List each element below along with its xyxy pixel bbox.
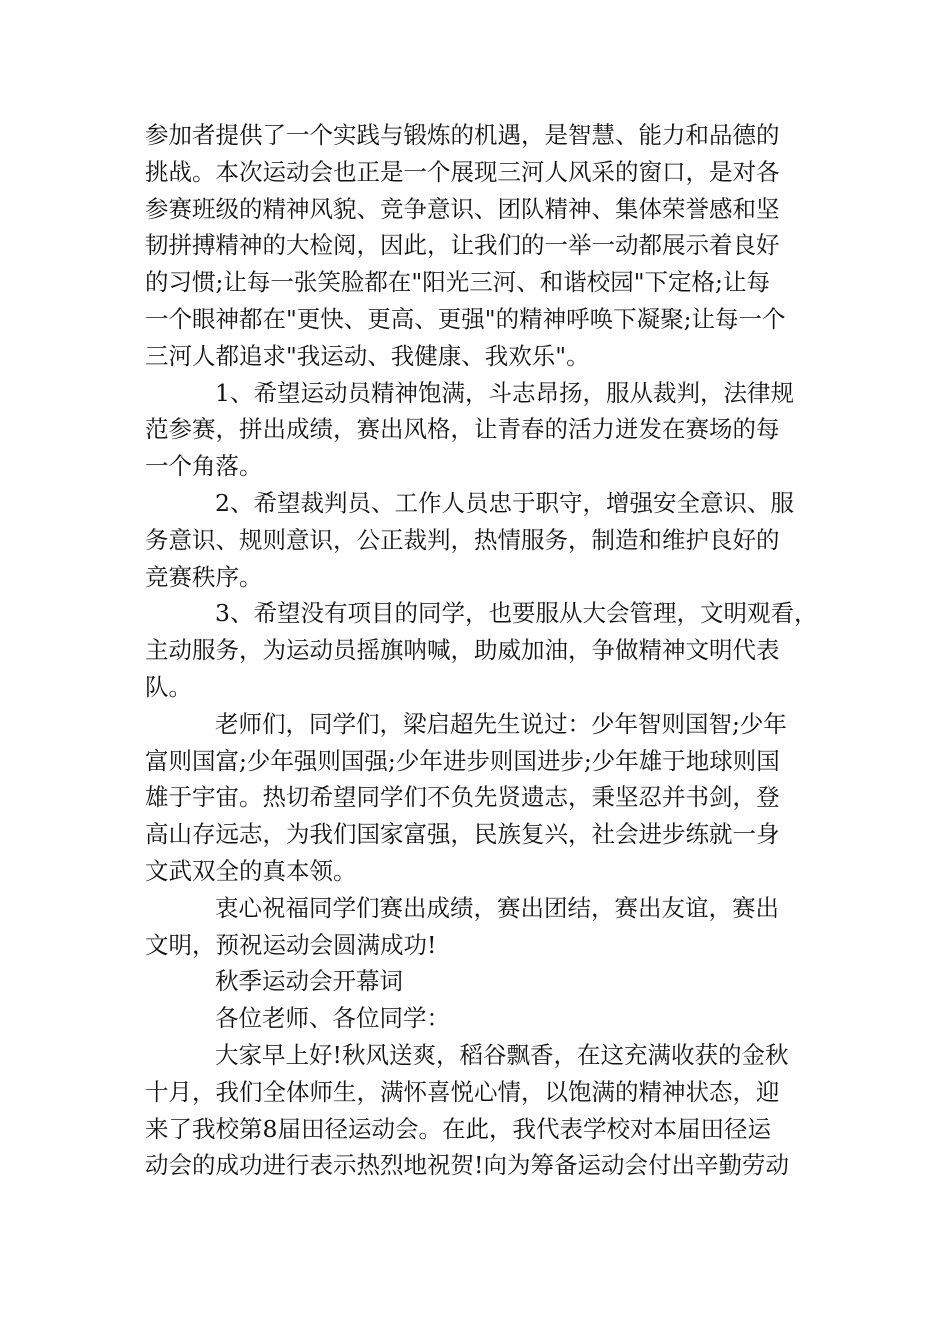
text-line: 文武双全的真本领。 <box>145 856 357 885</box>
text-line: 一个角落。 <box>145 452 263 481</box>
text-line: 三河人都追求"我运动、我健康、我欢乐"。 <box>145 341 590 370</box>
text-line: 大家早上好!秋风送爽，稻谷飘香，在这充满收获的金秋 <box>215 1040 789 1069</box>
text-line: 十月，我们全体师生，满怀喜悦心情，以饱满的精神状态，迎 <box>145 1077 780 1106</box>
text-line: 文明，预祝运动会圆满成功! <box>145 930 437 959</box>
text-line: 1、希望运动员精神饱满，斗志昂扬，服从裁判，法律规 <box>215 378 794 407</box>
text-line: 主动服务，为运动员摇旗呐喊，助威加油，争做精神文明代表 <box>145 636 780 665</box>
text-line: 参赛班级的精神风貌、竞争意识、团队精神、集体荣誉感和坚 <box>145 194 780 223</box>
text-line: 韧拼搏精神的大检阅，因此，让我们的一举一动都展示着良好 <box>145 231 780 260</box>
text-line: 秋季运动会开幕词 <box>215 967 403 996</box>
text-line: 动会的成功进行表示热烈地祝贺!向为筹备运动会付出辛勤劳动 <box>145 1151 789 1180</box>
text-line: 2、希望裁判员、工作人员忠于职守，增强安全意识、服 <box>215 488 794 517</box>
text-line: 富则国富;少年强则国强;少年进步则国进步;少年雄于地球则国 <box>145 746 780 775</box>
text-line: 队。 <box>145 672 192 701</box>
text-line: 高山存远志，为我们国家富强，民族复兴，社会进步练就一身 <box>145 820 780 849</box>
text-line: 衷心祝福同学们赛出成绩，赛出团结，赛出友谊，赛出 <box>215 893 779 922</box>
text-line: 来了我校第8届田径运动会。在此，我代表学校对本届田径运 <box>145 1114 771 1143</box>
text-line: 参加者提供了一个实践与锻炼的机遇，是智慧、能力和品德的 <box>145 121 780 149</box>
text-line: 一个眼神都在"更快、更高、更强"的精神呼唤下凝聚;让每一个 <box>145 304 786 333</box>
text-line: 的习惯;让每一张笑脸都在"阳光三河、和谐校园"下定格;让每 <box>145 268 770 297</box>
text-line: 务意识、规则意识，公正裁判，热情服务，制造和维护良好的 <box>145 525 780 554</box>
text-line: 竞赛秩序。 <box>145 562 263 591</box>
text-line: 老师们，同学们，梁启超先生说过：少年智则国智;少年 <box>215 709 787 738</box>
text-line: 雄于宇宙。热切希望同学们不负先贤遗志，秉坚忍并书剑，登 <box>145 783 780 812</box>
text-line: 挑战。本次运动会也正是一个展现三河人风采的窗口，是对各 <box>145 157 780 186</box>
text-line: 3、希望没有项目的同学，也要服从大会管理，文明观看， <box>215 599 818 628</box>
document-body <box>145 117 818 1184</box>
text-line: 范参赛，拼出成绩，赛出风格，让青春的活力迸发在赛场的每 <box>145 415 780 444</box>
text-line: 各位老师、各位同学： <box>215 1004 450 1033</box>
